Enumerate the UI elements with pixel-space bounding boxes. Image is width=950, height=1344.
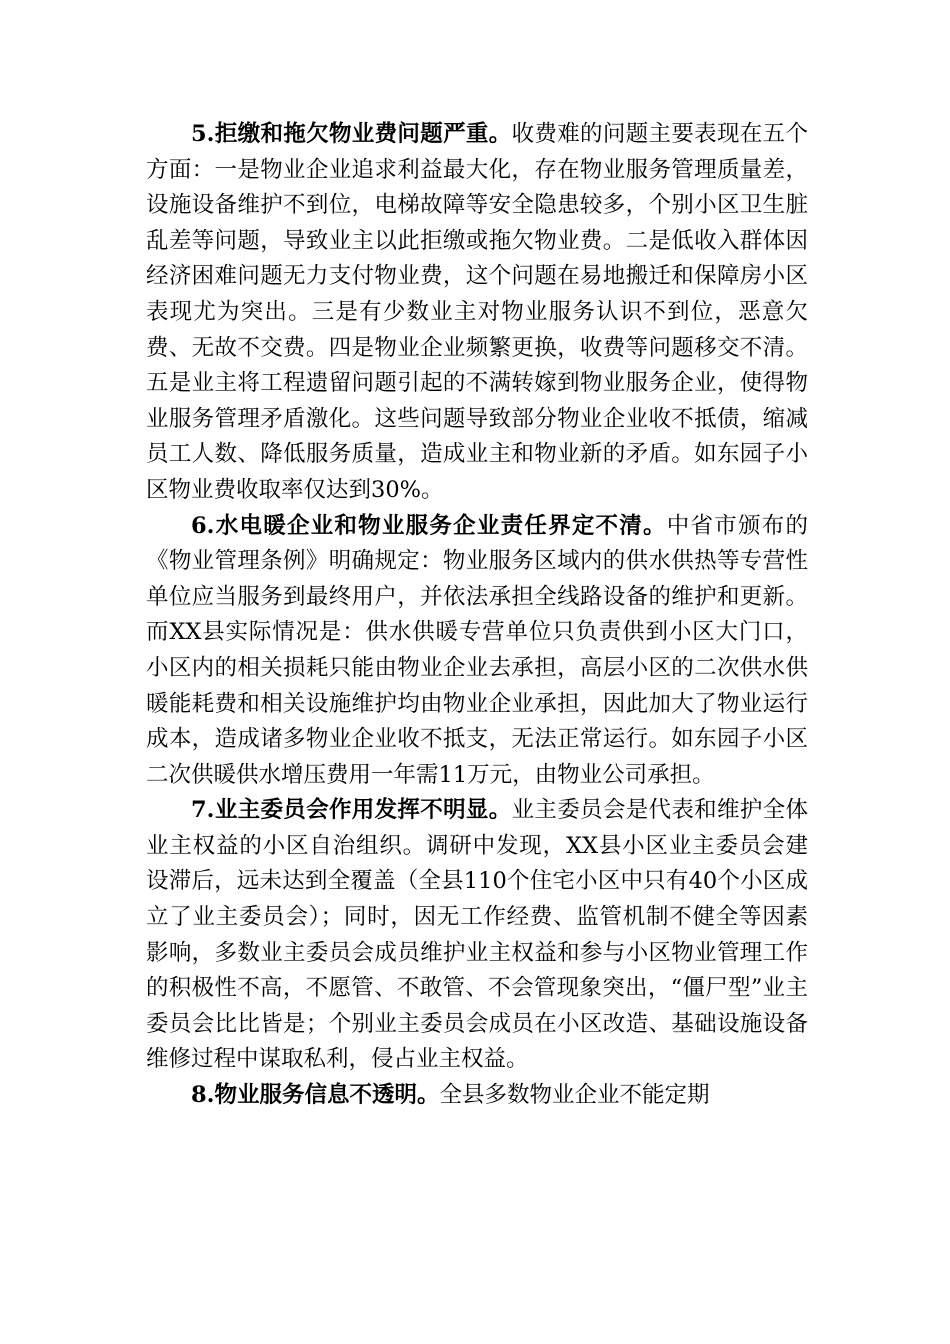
paragraph-body: 全县多数物业企业不能定期	[439, 1082, 710, 1109]
paragraph-body: 业主委员会是代表和维护全体业主权益的小区自治组织。调研中发现，XX县小区业主委员会建设滞后，远未达到全覆盖（全县110个住宅小区中只有40个小区成立了业主委员会）；同时，因无工作经费、监管机制不健全等因素影响，多数业主委员会成员维护业主权益和参与小区物业管理工作的积极性不高，不愿管、不敢管、不会管现象突出，“僵尸型”业主委员会比比皆是；个别业主委员会成员在小区改造、基础设施设备维修过程中谋取私利，侵占业主权益。	[146, 797, 808, 1073]
paragraph-heading: 5.拒缴和拖欠物业费问题严重。	[191, 121, 512, 147]
paragraph-utility-responsibility	[146, 509, 808, 794]
document-page	[146, 117, 808, 1114]
paragraph-body: 中省市颁布的《物业管理条例》明确规定：物业服务区域内的供水供热等专营性单位应当服务到最终用户，并依法承担全线路设备的维护和更新。而XX县实际情况是：供水供暖专营单位只负责供到小区大门口，小区内的相关损耗只能由物业企业去承担，高层小区的二次供水供暖能耗费和相关设施维护均由物业企业承担，因此加大了物业运行成本，造成诸多物业企业收不抵支，无法正常运行。如东园子小区二次供暖供水增压费用一年需11万元，由物业公司承担。	[146, 512, 808, 788]
paragraph-owners-committee	[146, 793, 808, 1078]
paragraph-heading: 8.物业服务信息不透明。	[191, 1082, 440, 1109]
paragraph-fee-arrears	[146, 117, 808, 509]
paragraph-heading: 7.业主委员会作用发挥不明显。	[191, 797, 512, 824]
paragraph-information-transparency	[146, 1078, 808, 1114]
paragraph-heading: 6.水电暖企业和物业服务企业责任界定不清。	[191, 512, 667, 539]
paragraph-body: 收费难的问题主要表现在五个方面：一是物业企业追求利益最大化，存在物业服务管理质量差，设施设备维护不到位，电梯故障等安全隐患较多，个别小区卫生脏乱差等问题，导致业主以此拒缴或拖欠物业费。二是低收入群体因经济困难问题无力支付物业费，这个问题在易地搬迁和保障房小区表现尤为突出。三是有少数业主对物业服务认识不到位，恶意欠费、无故不交费。四是物业企业频繁更换，收费等问题移交不清。五是业主将工程遗留问题引起的不满转嫁到物业服务企业，使得物业服务管理矛盾激化。这些问题导致部分物业企业收不抵债，缩减员工人数、降低服务质量，造成业主和物业新的矛盾。如东园子小区物业费收取率仅达到30%。	[146, 121, 808, 503]
